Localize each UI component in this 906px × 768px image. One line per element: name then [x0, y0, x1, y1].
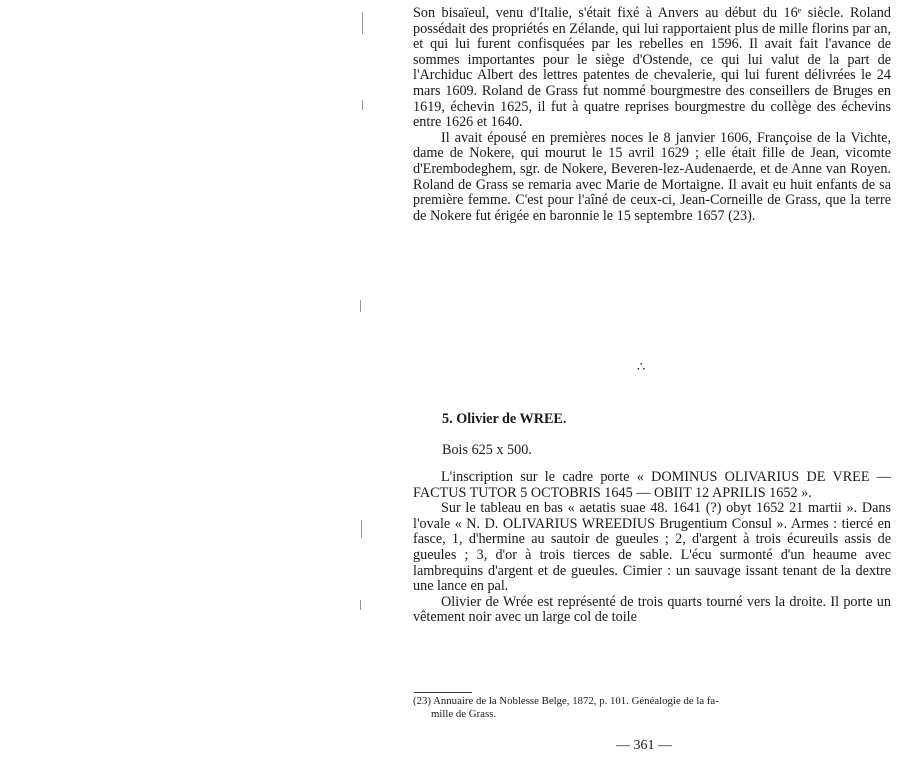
footnote-line: (23) Annuaire de la Noblesse Belge, 1872, p. 101. Généalogie de la fa- — [413, 695, 719, 707]
page-number: — 361 — — [616, 738, 672, 753]
paragraph-marriage: Il avait épousé en premières noces le 8 janvier 1606, Françoise de la Vichte, dame de Nokere, qui mourut le 15 avril 1629 ; elle était fille de Jean, vicomte d'Erembodeghem, sgr. de Nokere, Beveren-lez-Audenaerde, et de Anne van Royen. Roland de Grass se remaria avec Marie de Mortaigne. Il avait eu huit enfants de sa première femme. C'est pour l'aîné de ceux-ci, Jean-Corneille de Grass, que la terre de Nokere fut érigée en baronnie le 15 septembre 1657 (23). — [413, 129, 891, 224]
section-ornament: ∴ — [637, 359, 646, 374]
scan-mark — [362, 12, 363, 34]
paragraph-inscription: L'inscription sur le cadre porte « DOMINUS OLIVARIUS DE VREE — FACTUS TUTOR 5 OCTOBRIS 1645 — OBIIT 12 APRILIS 1652 ». — [413, 469, 891, 501]
top-text-block — [413, 6, 891, 224]
footnote-line: mille de Grass. — [431, 707, 497, 720]
scan-mark — [362, 100, 363, 110]
paragraph-portrait: Olivier de Wrée est représenté de trois quarts tourné vers la droite. Il porte un vêtement noir avec un large col de toile — [413, 593, 891, 626]
paragraph-arms: Sur le tableau en bas « aetatis suae 48. 1641 (?) obyt 1652 21 martii ». Dans l'ovale « N. D. OLIVARIUS WREEDIUS Brugentium Consul ». Armes : tiercé en fasce, 1, d'hermine au sautoir de gueules ; 2, d'argent à trois écureuils assis de gueules ; 3, d'or à trois tierces de sable. L'écu surmonté d'un heaume avec lambrequins d'argent et de gueules. Cimier : un sauvage issant tenant de la dextre une lance en pal. — [413, 500, 891, 595]
paragraph-ancestry: Son bisaïeul, venu d'Italie, s'était fixé à Anvers au début du 16ᵉ siècle. Roland possédait des propriétés en Zélande, qui lui rapportaient plus de mille florins par an, et qui lui furent confisquées par les rebelles en 1596. Il avait fait l'avance de sommes importantes pour le siège d'Ostende, ce qui lui valut de la part de l'Archiduc Albert des lettres patentes de chevalerie, qui lui furent délivrées le 24 mars 1609. Roland de Grass fut nommé bourgmestre des conseillers de Bruges en 1619, échevin 1625, il fut à quatre reprises bourgmestre du collège des échevins entre 1626 et 1640. — [413, 5, 891, 131]
scan-mark — [360, 300, 361, 312]
scan-mark — [361, 520, 362, 538]
panel-dimensions: Bois 625 x 500. — [442, 442, 532, 458]
footnote-rule — [414, 692, 472, 693]
footnote — [413, 695, 891, 720]
section-body — [413, 470, 891, 626]
section-heading: 5. Olivier de WREE. — [442, 411, 567, 427]
scan-mark — [360, 600, 361, 610]
